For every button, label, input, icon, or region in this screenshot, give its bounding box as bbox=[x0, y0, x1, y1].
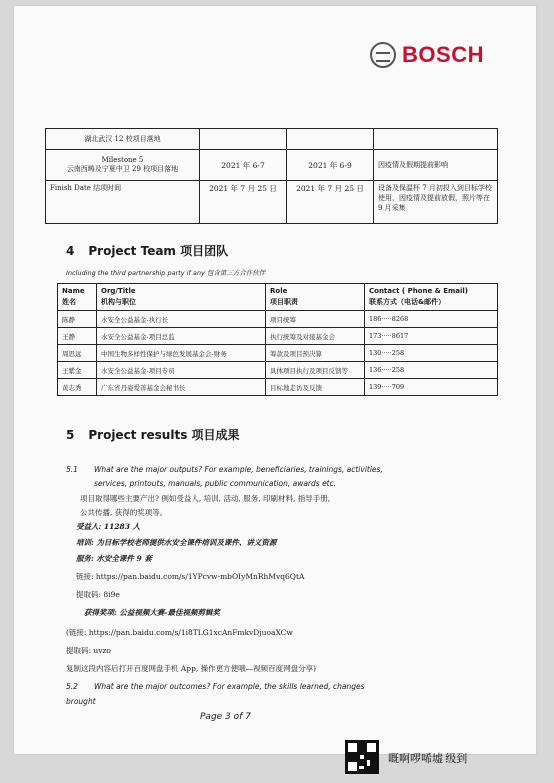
page-number: Page 3 of 7 bbox=[200, 712, 251, 722]
schedule-note bbox=[374, 129, 498, 150]
table-row bbox=[58, 311, 498, 328]
team-role: 执行统筹及对接基金会 bbox=[266, 328, 365, 345]
team-role: 目标地走访及反馈 bbox=[266, 379, 365, 396]
column-header-name: Name 姓名 bbox=[58, 284, 97, 311]
schedule-item: Milestone 5 云南西畴及宁夏中卫 29 校项目落地 bbox=[46, 150, 200, 181]
schedule-start: 2021 年 6-7 bbox=[200, 150, 287, 181]
question-5-2-number: 5.2 bbox=[66, 682, 78, 691]
training-line: 培训: 为目标学校老师提供水安全课件培训及课件、讲义资源 bbox=[76, 538, 277, 547]
question-5-1-line1: What are the major outputs? For example, beneficiaries, trainings, activities, bbox=[94, 465, 383, 474]
schedule-note: 设备及保温杯 7 月初投入到目标学校使用，因疫情及提前放假，照片等在 9 月采集 bbox=[374, 181, 498, 224]
schedule-end bbox=[287, 129, 374, 150]
section-title: Project Team 项目团队 bbox=[88, 244, 229, 258]
table-row bbox=[58, 328, 498, 345]
column-header-org: Org/Title 机构与职位 bbox=[97, 284, 266, 311]
table-row bbox=[58, 345, 498, 362]
team-contact: 173‧‧‧‧‧8617 bbox=[365, 328, 498, 345]
team-role: 筹款及项目预决算 bbox=[266, 345, 365, 362]
bosch-wordmark: BOSCH bbox=[402, 42, 484, 67]
question-5-1-number: 5.1 bbox=[66, 465, 78, 474]
watermark-caption: 嘅啊啰唏墟 级到 bbox=[388, 752, 468, 765]
question-5-2-line1: What are the major outcomes? For example, the skills learned, changes bbox=[94, 682, 365, 691]
team-name: 黄志秀 bbox=[58, 379, 97, 396]
table-header-row bbox=[58, 284, 498, 311]
section-4-heading bbox=[66, 242, 228, 259]
question-5-1-zh-line2: 公共传播, 获得的奖项等。 bbox=[80, 508, 168, 517]
schedule-table bbox=[45, 128, 498, 224]
bosch-logo bbox=[370, 42, 484, 68]
team-name: 王静 bbox=[58, 328, 97, 345]
table-row bbox=[58, 362, 498, 379]
table-row bbox=[46, 129, 498, 150]
schedule-item: Finish Date 结项时间 bbox=[46, 181, 200, 224]
team-contact: 136‧‧‧‧‧258 bbox=[365, 362, 498, 379]
team-org: 水安全公益基金-执行长 bbox=[97, 311, 266, 328]
link-2[interactable]: (链接: https://pan.baidu.com/s/1i8TLG1xcAnFmkvDjuoaXCw bbox=[66, 628, 293, 637]
extraction-code-2: 提取码: uvzo bbox=[66, 646, 111, 655]
section-number: 5 bbox=[66, 428, 75, 442]
question-5-1-line2: services, printouts, manuals, public communication, awards etc. bbox=[94, 479, 337, 488]
team-contact: 186‧‧‧‧‧8268 bbox=[365, 311, 498, 328]
team-org: 广东省丹姿爱善基金会秘书长 bbox=[97, 379, 266, 396]
award-line: 获得奖项: 公益视频大赛-最佳视频剪辑奖 bbox=[84, 608, 220, 617]
question-5-1-zh-line1: 项目取得哪些主要产出? 例如受益人, 培训, 活动, 服务, 印刷材料, 指导手册, bbox=[80, 494, 331, 503]
schedule-start bbox=[200, 129, 287, 150]
table-row bbox=[46, 181, 498, 224]
copy-note: 复制这段内容后打开百度网盘手机 App, 操作更方便哦—视频百度网盘分享) bbox=[66, 664, 317, 673]
table-row bbox=[58, 379, 498, 396]
schedule-end: 2021 年 7 月 25 日 bbox=[287, 181, 374, 224]
service-line: 服务: 水安全课件 9 套 bbox=[76, 554, 152, 563]
section-5-heading bbox=[66, 426, 240, 443]
team-org: 水安全公益基金-项目专员 bbox=[97, 362, 266, 379]
team-org: 中国生物多样性保护与绿色发展基金会-财务 bbox=[97, 345, 266, 362]
team-name: 王紫金 bbox=[58, 362, 97, 379]
team-contact: 139‧‧‧‧‧709 bbox=[365, 379, 498, 396]
team-role: 具体项目执行及项目反馈等 bbox=[266, 362, 365, 379]
extraction-code-1: 提取码: 8i9e bbox=[76, 590, 120, 599]
qr-code-icon bbox=[345, 740, 379, 774]
column-header-role: Role 项目职责 bbox=[266, 284, 365, 311]
team-table bbox=[57, 283, 498, 396]
schedule-start: 2021 年 7 月 25 日 bbox=[200, 181, 287, 224]
team-name: 周思远 bbox=[58, 345, 97, 362]
question-5-2-line2: brought bbox=[66, 697, 96, 706]
link-1[interactable]: 链接: https://pan.baidu.com/s/1YPcvw-mbOIyMnRhMvq6QtA bbox=[76, 572, 305, 581]
schedule-end: 2021 年 6-9 bbox=[287, 150, 374, 181]
section-number: 4 bbox=[66, 244, 75, 258]
team-contact: 130‧‧‧‧‧258 bbox=[365, 345, 498, 362]
team-org: 水安全公益基金-项目总监 bbox=[97, 328, 266, 345]
schedule-item: 湖北武汉 12 校项目落地 bbox=[46, 129, 200, 150]
team-name: 陈静 bbox=[58, 311, 97, 328]
section-title: Project results 项目成果 bbox=[88, 428, 240, 442]
bosch-armature-icon bbox=[370, 42, 396, 68]
beneficiaries-line: 受益人: 11283 人 bbox=[76, 522, 141, 531]
team-role: 项目统筹 bbox=[266, 311, 365, 328]
table-row bbox=[46, 150, 498, 181]
column-header-contact: Contact ( Phone & Email) 联系方式（电话&邮件） bbox=[365, 284, 498, 311]
schedule-note: 因疫情及假期提前影响 bbox=[374, 150, 498, 181]
team-note: Including the third partnership party if any 包含第三方合作伙伴 bbox=[66, 269, 266, 277]
